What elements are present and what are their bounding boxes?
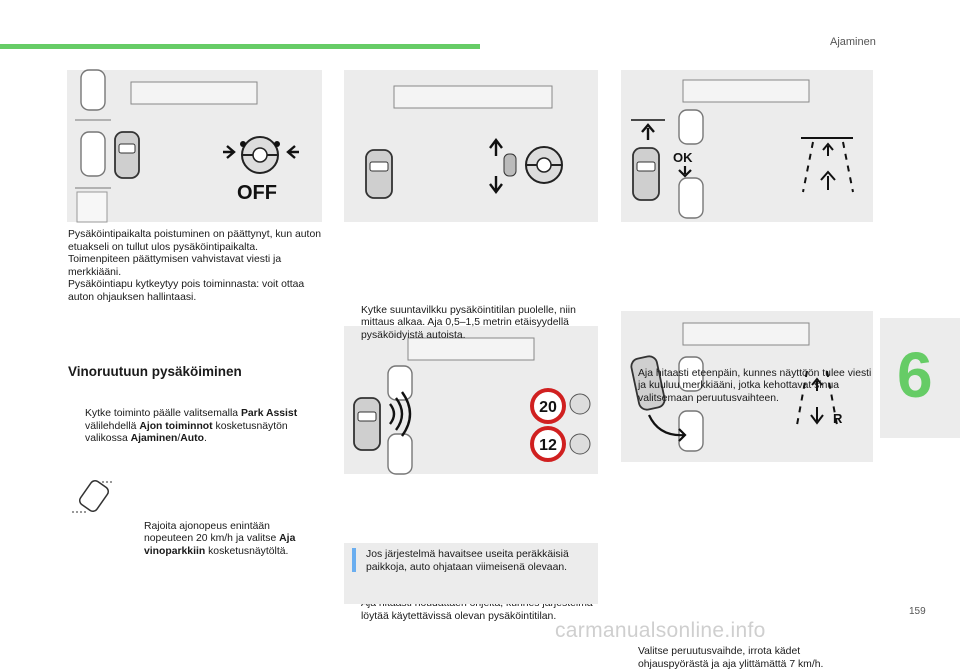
info-text: Jos järjestelmä havaitsee useita peräkkäisiä paikkoja, auto ohjataan viimeisenä olevaan. xyxy=(366,549,569,573)
info-icon xyxy=(352,548,356,572)
off-label: OFF xyxy=(237,182,277,204)
instruction-step: Aja hitaasti eteenpäin, kunnes näyttöön tulee viesti ja kuuluu merkkiääni, jotka kehottavat sinua valitsemaan peruutusvaihteen. xyxy=(638,367,872,404)
arrow-down-icon xyxy=(490,176,502,192)
instruction-step: löytää käytettävissä olevan pysäköintitilan. xyxy=(361,610,557,622)
header-accent-bar xyxy=(0,44,480,49)
instruction-step: Kytke suuntavilkku pysäköintitilan puolelle, niin mittaus alkaa. Aja 0,5–1,5 metrin etäisyydellä pysäköidyistä autoista. xyxy=(361,304,576,341)
col1-paragraph: Toimenpiteen päättymisen vahvistavat viesti ja merkkiääni. xyxy=(68,254,282,278)
steering-wheel-icon xyxy=(240,137,280,173)
svg-text:20: 20 xyxy=(539,399,557,416)
illustration-turn-signal xyxy=(344,70,598,222)
col1-paragraph: Pysäköintipaikalta poistuminen on päättynyt, kun auton etuakseli on tullut ulos pysäköintipaikalta. xyxy=(68,229,321,253)
page-number: 159 xyxy=(909,606,926,617)
arrow-up-icon xyxy=(490,140,502,156)
steering-wheel-icon xyxy=(526,147,562,183)
illustration-space-found xyxy=(621,70,873,222)
watermark: carmanualsonline.info xyxy=(555,619,766,642)
radar-icon xyxy=(801,138,853,192)
chapter-number: 6 xyxy=(897,339,933,411)
speed-sign-12 xyxy=(532,428,564,460)
instruction-step: Kytke toiminto päälle valitsemalla Park Assist välilehdellä Ajon toiminnot kosketusnäytön valikossa Ajaminen/Auto. xyxy=(85,408,298,445)
col1-paragraph: Pysäköintiapu kytkeytyy pois toiminnasta: voit ottaa auton ohjauksen hallintaasi. xyxy=(68,279,305,303)
svg-text:12: 12 xyxy=(539,437,557,454)
section-title: Ajaminen xyxy=(830,36,876,48)
illustration-parking-exit xyxy=(67,70,322,222)
illustration-speed-limit xyxy=(344,326,598,474)
touchscreen-hand-icon xyxy=(70,478,118,516)
ok-label: OK xyxy=(673,150,693,165)
section-heading: Vinoruutuun pysäköiminen xyxy=(68,364,242,379)
instruction-step: Rajoita ajonopeus enintään nopeuteen 20 km/h ja valitse Aja vinoparkkiin kosketusnäytöltä. xyxy=(144,520,296,557)
reverse-label: R xyxy=(833,411,843,426)
col1-intro xyxy=(68,229,330,305)
speed-sign-20 xyxy=(532,390,564,422)
instruction-step: Valitse peruutusvaihde, irrota kädet ohjauspyörästä ja aja ylittämättä 7 km/h. xyxy=(638,646,824,670)
